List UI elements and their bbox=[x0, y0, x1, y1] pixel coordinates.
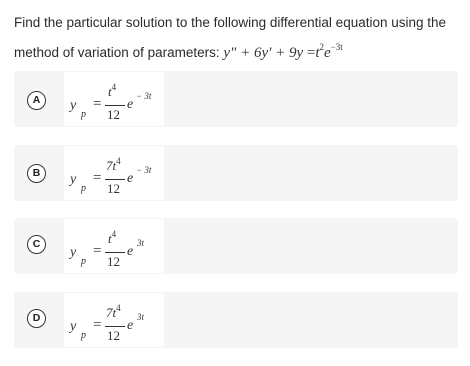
fraction-bar bbox=[105, 326, 125, 327]
numerator-base: 7t bbox=[106, 158, 117, 173]
option-formula-c bbox=[64, 219, 164, 273]
formula-subscript: p bbox=[81, 183, 86, 194]
formula-exponent: − 3t bbox=[136, 165, 152, 175]
numerator-exponent: 4 bbox=[111, 82, 117, 92]
numerator-base: t bbox=[108, 84, 112, 99]
answer-option-c[interactable] bbox=[14, 218, 458, 274]
option-formula-b bbox=[64, 146, 164, 200]
formula-subscript: p bbox=[81, 256, 86, 267]
numerator-exponent: 4 bbox=[116, 156, 121, 166]
formula-numerator bbox=[108, 82, 116, 100]
formula-denominator: 12 bbox=[107, 107, 120, 122]
option-formula-a bbox=[64, 72, 164, 126]
question-line-1: Find the particular solution to the following differential equation using the bbox=[14, 15, 447, 30]
answer-option-d[interactable] bbox=[14, 292, 458, 348]
fraction-bar bbox=[105, 105, 125, 106]
answer-option-b[interactable] bbox=[14, 145, 458, 201]
fraction-bar bbox=[105, 179, 125, 180]
answer-option-a[interactable] bbox=[14, 71, 458, 127]
numerator-exponent: 4 bbox=[116, 303, 121, 313]
formula-e: e bbox=[127, 318, 134, 333]
question-text bbox=[14, 10, 460, 66]
formula-equals: = bbox=[93, 96, 102, 112]
equation-rhs-base: t bbox=[315, 45, 320, 61]
formula-equals: = bbox=[93, 170, 102, 186]
question-line-2 bbox=[14, 35, 460, 66]
formula-numerator bbox=[106, 303, 121, 321]
formula-numerator bbox=[108, 229, 116, 247]
formula-y: y bbox=[70, 172, 77, 187]
formula-equals: = bbox=[93, 243, 102, 259]
numerator-base: 7t bbox=[106, 305, 117, 320]
formula-denominator: 12 bbox=[107, 181, 120, 196]
formula-subscript: p bbox=[81, 330, 86, 341]
equation-equals: = bbox=[306, 45, 316, 61]
equation-rhs-e: e bbox=[324, 45, 331, 61]
option-letter-a: A bbox=[27, 91, 46, 110]
numerator-exponent: 4 bbox=[111, 229, 117, 239]
formula-numerator bbox=[106, 156, 121, 174]
formula-denominator: 12 bbox=[107, 254, 120, 269]
formula-y: y bbox=[70, 319, 77, 334]
formula-denominator: 12 bbox=[107, 328, 120, 343]
question-line-2-prefix: method of variation of parameters: bbox=[14, 45, 220, 60]
equation-rhs-base-exponent: 2 bbox=[319, 42, 324, 52]
formula-e: e bbox=[127, 244, 134, 259]
equation-lhs: y" + 6y' + 9y bbox=[223, 45, 304, 61]
numerator-base: t bbox=[108, 231, 112, 246]
option-letter-c: C bbox=[27, 235, 46, 254]
equation-rhs-exponent: −3t bbox=[330, 42, 343, 52]
formula-e: e bbox=[127, 171, 134, 186]
fraction-bar bbox=[105, 252, 125, 253]
option-formula-d bbox=[64, 293, 164, 347]
formula-subscript: p bbox=[81, 109, 86, 120]
formula-y: y bbox=[70, 245, 77, 260]
formula-y: y bbox=[70, 98, 77, 113]
formula-equals: = bbox=[93, 317, 102, 333]
formula-exponent: 3t bbox=[137, 312, 145, 322]
option-letter-b: B bbox=[27, 164, 46, 183]
option-letter-d: D bbox=[27, 309, 46, 328]
formula-exponent: 3t bbox=[137, 238, 145, 248]
formula-exponent: − 3t bbox=[136, 91, 152, 101]
formula-e: e bbox=[127, 97, 134, 112]
differential-equation bbox=[223, 42, 343, 61]
